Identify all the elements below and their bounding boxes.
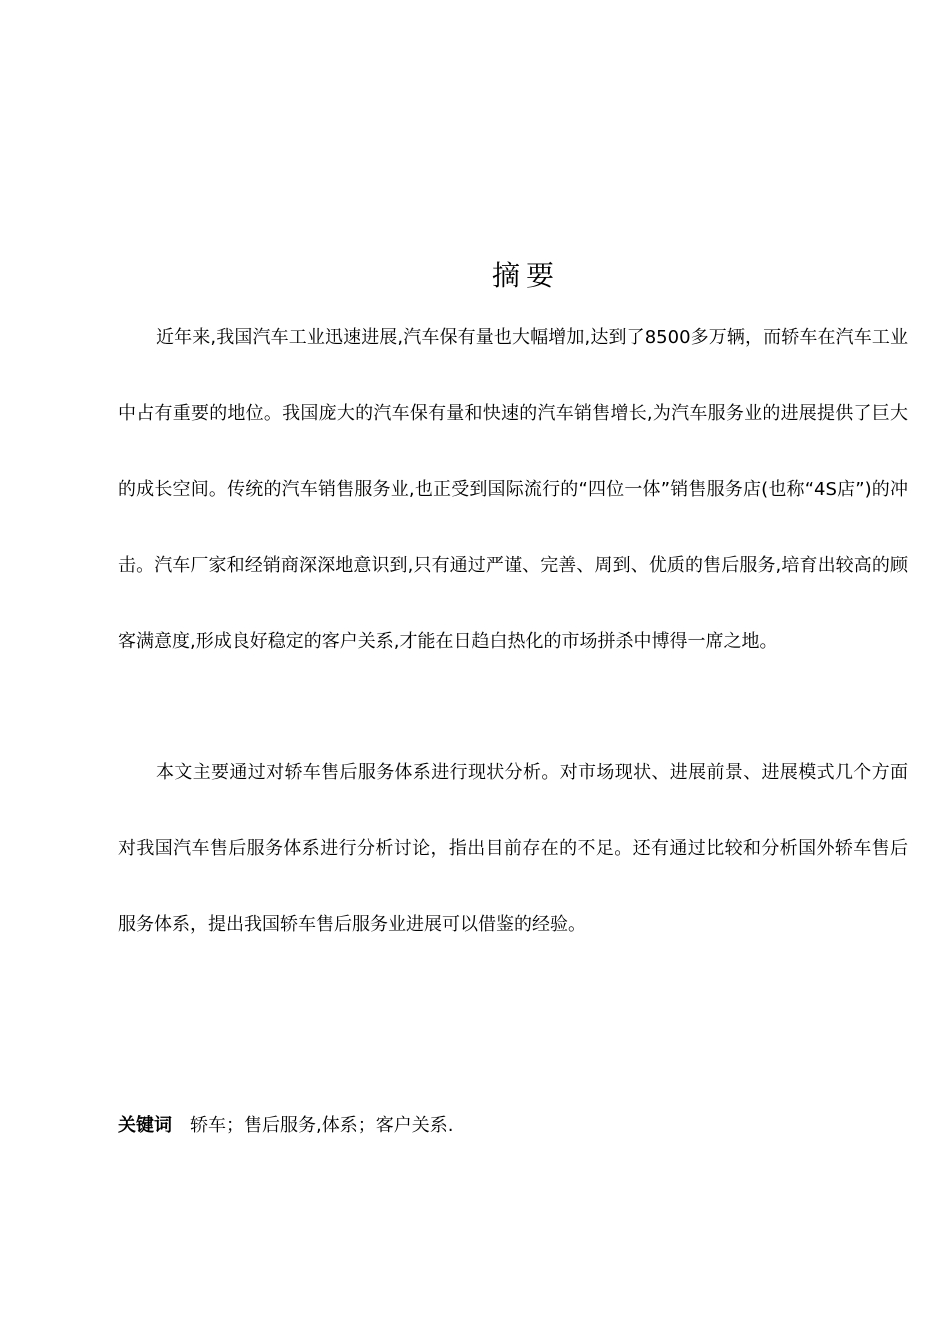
keywords-text: 轿车；售后服务,体系；客户关系. [190,1115,454,1136]
keywords-label: 关键词 [118,1115,172,1136]
keywords-line [118,1112,453,1140]
abstract-title: 摘要 [491,259,560,292]
abstract-paragraph-1: 近年来,我国汽车工业迅速进展,汽车保有量也大幅增加,达到了8500多万辆，而轿车在汽车工业中占有重要的地位。我国庞大的汽车保有量和快速的汽车销售增长,为汽车服务业的进展提供了巨大的成长空间。传统的汽车销售服务业,也正受到国际流行的“四位一体”销售服务店(也称“4S店”)的冲击。汽车厂家和经销商深深地意识到,只有通过严谨、完善、周到、优质的售后服务,培育出较高的顾客满意度,形成良好稳定的客户关系,才能在日趋白热化的市场拼杀中博得一席之地。 [118,327,908,652]
abstract-paragraph-2: 本文主要通过对轿车售后服务体系进行现状分析。对市场现状、进展前景、进展模式几个方面对我国汽车售后服务体系进行分析讨论，指出目前存在的不足。还有通过比较和分析国外轿车售后服务体系，提出我国轿车售后服务业进展可以借鉴的经验。 [118,762,908,935]
